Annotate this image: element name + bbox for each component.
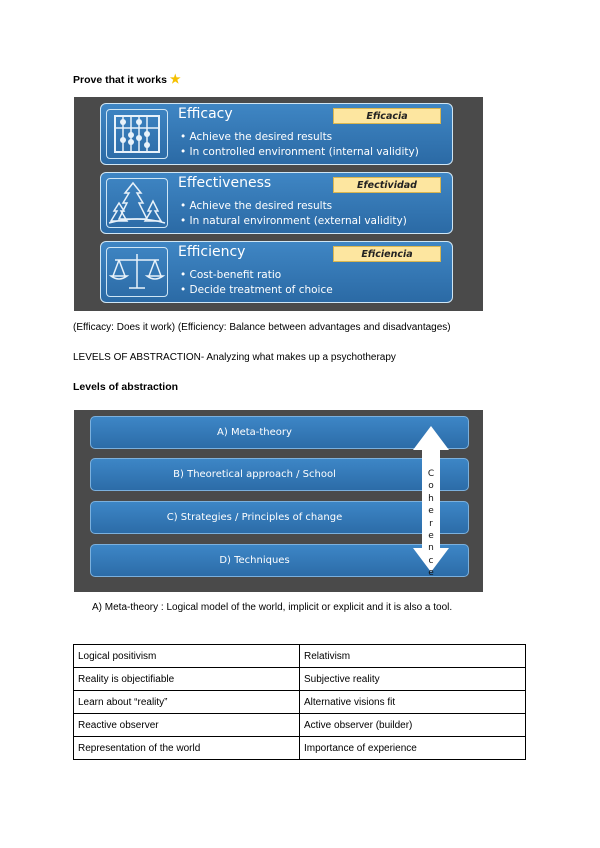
bullet: • Decide treatment of choice bbox=[180, 284, 333, 296]
coherence-letter: e bbox=[428, 531, 434, 542]
coherence-letter: o bbox=[428, 481, 434, 492]
levels-line: LEVELS OF ABSTRACTION- Analyzing what makes up a psychotherapy bbox=[73, 352, 396, 363]
table-cell: Reactive observer bbox=[74, 714, 300, 737]
abacus-icon bbox=[106, 109, 168, 159]
coherence-label bbox=[427, 468, 435, 580]
level-meta-theory: A) Meta-theory bbox=[90, 416, 469, 449]
heading-prove-text: Prove that it works bbox=[73, 74, 167, 86]
table-cell: Reality is objectifiable bbox=[74, 668, 300, 691]
table-cell: Importance of experience bbox=[300, 737, 526, 760]
table-cell: Subjective reality bbox=[300, 668, 526, 691]
tag-eficacia: Eficacia bbox=[333, 108, 441, 124]
scale-icon bbox=[106, 247, 168, 297]
level-theoretical-approach: B) Theoretical approach / School bbox=[90, 458, 469, 491]
forest-icon bbox=[106, 178, 168, 228]
levels-slide bbox=[74, 410, 483, 592]
card-effectiveness-bullets bbox=[180, 199, 407, 229]
table-cell: Logical positivism bbox=[74, 645, 300, 668]
tag-eficiencia: Eficiencia bbox=[333, 246, 441, 262]
coherence-letter: r bbox=[429, 518, 433, 529]
bullet: • Achieve the desired results bbox=[180, 200, 333, 212]
tag-efectividad: Efectividad bbox=[333, 177, 441, 193]
card-efficacy bbox=[100, 103, 453, 165]
bullet: • In controlled environment (internal validity) bbox=[180, 146, 419, 158]
bullet: • Cost-benefit ratio bbox=[180, 269, 282, 281]
coherence-letter: e bbox=[428, 506, 434, 517]
table-cell: Representation of the world bbox=[74, 737, 300, 760]
comparison-table bbox=[73, 644, 526, 760]
star-icon: ★ bbox=[169, 72, 181, 86]
level-techniques: D) Techniques bbox=[90, 544, 469, 577]
heading-levels: Levels of abstraction bbox=[73, 381, 179, 393]
caption-efficacy: (Efficacy: Does it work) (Efficiency: Balance between advantages and disadvantages) bbox=[73, 322, 451, 333]
card-efficiency bbox=[100, 241, 453, 303]
table-row bbox=[74, 668, 526, 691]
table-cell: Active observer (builder) bbox=[300, 714, 526, 737]
table-row bbox=[74, 645, 526, 668]
coherence-letter: C bbox=[427, 469, 435, 479]
coherence-letter: c bbox=[428, 555, 434, 566]
table-cell: Learn about “reality” bbox=[74, 691, 300, 714]
card-efficiency-title: Efficiency bbox=[178, 244, 246, 260]
coherence-letter: e bbox=[428, 568, 434, 579]
table-row bbox=[74, 714, 526, 737]
bullet: • In natural environment (external validity) bbox=[180, 215, 407, 227]
heading-prove bbox=[73, 72, 181, 86]
coherence-letter: h bbox=[428, 493, 434, 504]
level-strategies: C) Strategies / Principles of change bbox=[90, 501, 469, 534]
meta-theory-line: A) Meta-theory : Logical model of the world, implicit or explicit and it is also a tool. bbox=[92, 602, 453, 613]
card-efficacy-title: Efficacy bbox=[178, 106, 233, 122]
bullet: • Achieve the desired results bbox=[180, 131, 333, 143]
coherence-letter: n bbox=[428, 543, 434, 554]
table-row bbox=[74, 737, 526, 760]
efficacy-slide bbox=[74, 97, 483, 311]
table-row bbox=[74, 691, 526, 714]
card-effectiveness bbox=[100, 172, 453, 234]
card-effectiveness-title: Effectiveness bbox=[178, 175, 272, 191]
card-efficiency-bullets bbox=[180, 268, 333, 298]
table-cell: Relativism bbox=[300, 645, 526, 668]
card-efficacy-bullets bbox=[180, 130, 419, 160]
table-cell: Alternative visions fit bbox=[300, 691, 526, 714]
